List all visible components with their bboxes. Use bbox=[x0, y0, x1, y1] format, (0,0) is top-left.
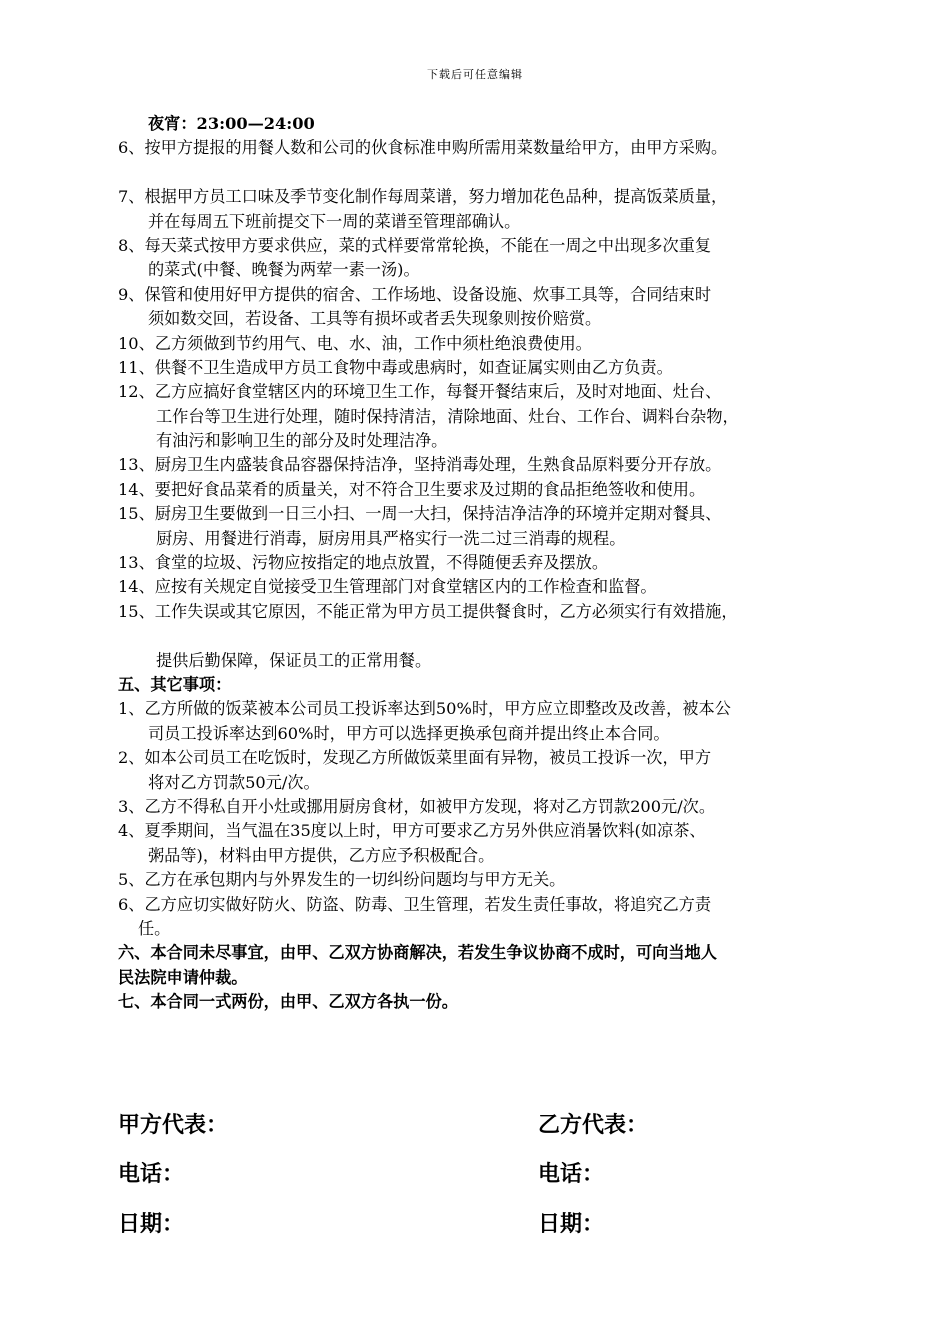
clause-line: 的菜式(中餐、晚餐为两荤一素一汤)。 bbox=[148, 260, 420, 280]
party-b-representative: 乙方代表： bbox=[538, 1112, 649, 1138]
clause-line: 3、乙方不得私自开小灶或挪用厨房食材，如被甲方发现，将对乙方罚款200元/次。 bbox=[118, 796, 716, 816]
snack-time: 夜宵：23:00—24:00 bbox=[148, 114, 315, 133]
party-a-representative: 甲方代表： bbox=[118, 1112, 229, 1138]
clause-line: 7、根据甲方员工口味及季节变化制作每周菜谱，努力增加花色品种，提高饭菜质量， bbox=[118, 187, 728, 207]
clause-line: 13、厨房卫生内盛装食品容器保持洁净，坚持消毒处理，生熟食品原料要分开存放。 bbox=[118, 455, 722, 475]
clause-line: 须如数交回，若设备、工具等有损坏或者丢失现象则按价赔赏。 bbox=[148, 309, 602, 329]
spacer bbox=[118, 624, 848, 648]
clause-line: 8、每天菜式按甲方要求供应，菜的式样要常常轮换，不能在一周之中出现多次重复 bbox=[118, 235, 712, 255]
party-a-phone: 电话： bbox=[118, 1161, 185, 1187]
spacer bbox=[118, 161, 848, 185]
clause-line: 5、乙方在承包期内与外界发生的一切纠纷问题均与甲方无关。 bbox=[118, 870, 566, 890]
clause-line: 1、乙方所做的饭菜被本公司员工投诉率达到50%时，甲方应立即整改及改善，被本公 bbox=[118, 699, 731, 719]
clause-line: 14、应按有关规定自觉接受卫生管理部门对食堂辖区内的工作检查和监督。 bbox=[118, 577, 657, 597]
clause-line: 2、如本公司员工在吃饭时，发现乙方所做饭菜里面有异物，被员工投诉一次，甲方 bbox=[118, 748, 712, 768]
party-b-date: 日期： bbox=[538, 1211, 605, 1237]
clause-line: 有油污和影响卫生的部分及时处理洁净。 bbox=[156, 431, 448, 451]
clause-line: 15、厨房卫生要做到一日三小扫、一周一大扫，保持洁净洁净的环境并定期对餐具、 bbox=[118, 504, 722, 524]
clause-line: 司员工投诉率达到60%时，甲方可以选择更换承包商并提出终止本合同。 bbox=[148, 723, 670, 743]
clause-line: 6、按甲方提报的用餐人数和公司的伙食标准申购所需用菜数量给甲方，由甲方采购。 bbox=[118, 138, 728, 158]
section-heading: 七、本合同一式两份，由甲、乙双方各执一份。 bbox=[118, 992, 458, 1012]
party-b-phone: 电话： bbox=[538, 1161, 605, 1187]
clause-line: 13、食堂的垃圾、污物应按指定的地点放置，不得随便丢弃及摆放。 bbox=[118, 553, 609, 573]
clause-line: 工作台等卫生进行处理，随时保持清洁，清除地面、灶台、工作台、调料台杂物， bbox=[156, 406, 739, 426]
clause-line: 将对乙方罚款50元/次。 bbox=[148, 772, 320, 792]
clause-line: 厨房、用餐进行消毒，厨房用具严格实行一洗二过三消毒的规程。 bbox=[156, 528, 626, 548]
party-a-date: 日期： bbox=[118, 1211, 185, 1237]
clause-line: 粥品等)，材料由甲方提供，乙方应予积极配合。 bbox=[148, 845, 495, 865]
clause-line: 9、保管和使用好甲方提供的宿舍、工作场地、设备设施、炊事工具等，合同结束时 bbox=[118, 284, 712, 304]
clause-line: 14、要把好食品菜肴的质量关，对不符合卫生要求及过期的食品拒绝签收和使用。 bbox=[118, 479, 706, 499]
clause-line: 提供后勤保障，保证员工的正常用餐。 bbox=[156, 650, 432, 670]
section-heading: 五、其它事项： bbox=[118, 674, 232, 694]
clause-line: 15、工作失误或其它原因，不能正常为甲方员工提供餐食时，乙方必须实行有效措施， bbox=[118, 601, 738, 621]
clause-line: 任。 bbox=[138, 918, 171, 938]
section-heading: 民法院申请仲裁。 bbox=[118, 967, 248, 987]
clause-line: 12、乙方应搞好食堂辖区内的环境卫生工作，每餐开餐结束后，及时对地面、灶台、 bbox=[118, 382, 722, 402]
section-heading: 六、本合同未尽事宜，由甲、乙双方协商解决，若发生争议协商不成时，可向当地人 bbox=[118, 943, 717, 963]
document-body bbox=[118, 112, 848, 1014]
clause-line: 11、供餐不卫生造成甲方员工食物中毒或患病时，如查证属实则由乙方负责。 bbox=[118, 357, 673, 377]
clause-line: 10、乙方须做到节约用气、电、水、油，工作中须杜绝浪费使用。 bbox=[118, 333, 592, 353]
clause-line: 4、夏季期间，当气温在35度以上时，甲方可要求乙方另外供应消暑饮料(如凉茶、 bbox=[118, 821, 706, 841]
clause-line: 6、乙方应切实做好防火、防盗、防毒、卫生管理，若发生责任事故，将追究乙方责 bbox=[118, 894, 712, 914]
page-header: 下载后可任意编辑 bbox=[427, 68, 523, 81]
clause-line: 并在每周五下班前提交下一周的菜谱至管理部确认。 bbox=[148, 211, 521, 231]
